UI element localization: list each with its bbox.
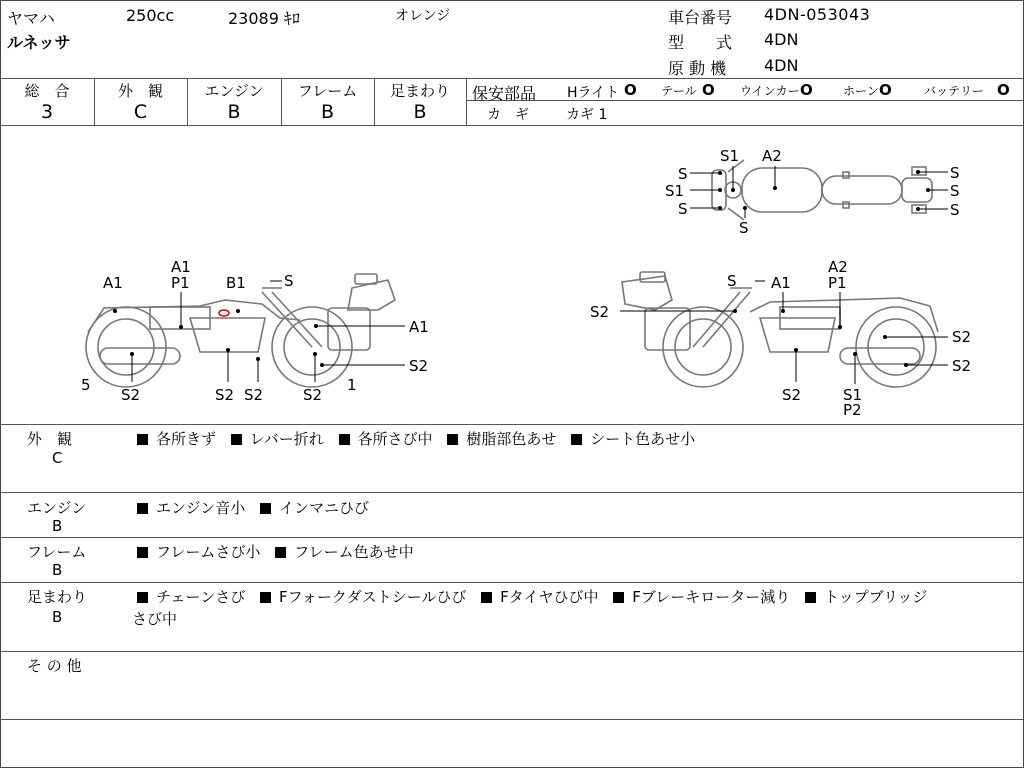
diag-label: A1 xyxy=(171,258,191,276)
key-value: カギ 1 xyxy=(566,107,608,123)
rating-suspension-label: 足まわり xyxy=(389,82,450,100)
diag-label: S xyxy=(739,219,749,237)
note-exterior-grade: C xyxy=(52,449,63,467)
note-suspension-category: 足まわり xyxy=(27,588,88,606)
rating-suspension-value: B xyxy=(413,101,427,123)
rating-engine-value: B xyxy=(227,101,241,123)
rating-total-value: 3 xyxy=(40,101,54,123)
safety-item-horn: ホーン xyxy=(843,84,879,98)
mileage-text: 23089 ｷﾛ xyxy=(228,9,300,28)
diag-label: A2 xyxy=(828,258,848,276)
divider xyxy=(0,719,1023,720)
note-item: トップブリッジ xyxy=(824,588,928,606)
frame-no-label: 車台番号 xyxy=(668,8,733,27)
note-frame-items xyxy=(137,541,414,562)
note-suspension-items xyxy=(137,586,927,607)
note-exterior-items xyxy=(137,428,695,449)
note-suspension-wrap: さび中 xyxy=(132,610,178,628)
divider xyxy=(0,651,1023,652)
model-name: ルネッサ xyxy=(7,33,71,52)
color-text: オレンジ xyxy=(395,8,451,24)
note-item: Fタイヤひび中 xyxy=(500,588,599,606)
divider xyxy=(0,78,1023,79)
rating-frame-label: フレーム xyxy=(297,82,358,100)
bullet-icon xyxy=(137,434,148,445)
diag-label: A1 xyxy=(771,274,791,292)
diag-label: 5 xyxy=(81,376,91,394)
diag-label: A1 xyxy=(103,274,123,292)
diag-label: S2 xyxy=(244,386,264,404)
safety-mark-horn: O xyxy=(879,81,892,99)
diag-label: S2 xyxy=(215,386,235,404)
note-frame-category: フレーム xyxy=(27,543,87,561)
note-exterior-category: 外 観 xyxy=(27,430,73,448)
diag-label: S2 xyxy=(590,303,610,321)
note-item: Fブレーキローター減り xyxy=(632,588,791,606)
safety-item-tail: テール xyxy=(661,84,697,98)
note-item: フレームさび小 xyxy=(156,543,261,561)
safety-mark-tail: O xyxy=(702,81,715,99)
divider xyxy=(466,100,1023,101)
engine-value: 4DN xyxy=(764,56,799,75)
note-item: レバー折れ xyxy=(249,430,324,448)
note-frame-grade: B xyxy=(52,561,63,579)
bullet-icon xyxy=(447,434,458,445)
bullet-icon xyxy=(137,547,148,558)
diag-label: S2 xyxy=(952,328,972,346)
diag-label: S xyxy=(727,272,737,290)
diag-label: S xyxy=(950,201,960,219)
bullet-icon xyxy=(481,592,492,603)
note-item: Fフォークダストシールひび xyxy=(279,588,467,606)
divider xyxy=(0,537,1023,538)
frame-no-value: 4DN-053043 xyxy=(764,5,871,24)
diag-label: 1 xyxy=(347,376,357,394)
rating-total-label: 総 合 xyxy=(24,82,70,100)
diag-label: S2 xyxy=(303,386,323,404)
divider xyxy=(0,424,1023,425)
bullet-icon xyxy=(339,434,350,445)
diag-label: P1 xyxy=(171,274,190,292)
bullet-icon xyxy=(613,592,624,603)
diag-label: S xyxy=(678,165,688,183)
bullet-icon xyxy=(275,547,286,558)
note-engine-grade: B xyxy=(52,517,63,535)
note-item: チェーンさび xyxy=(156,588,246,606)
diag-label: B1 xyxy=(226,274,246,292)
diag-label: P2 xyxy=(843,401,862,419)
key-label: カ ギ xyxy=(487,107,529,123)
diag-label: S2 xyxy=(121,386,141,404)
note-item: エンジン音小 xyxy=(156,499,246,517)
bullet-icon xyxy=(260,503,271,514)
diag-label: S2 xyxy=(409,357,429,375)
safety-mark-battery: O xyxy=(997,81,1010,99)
diag-label: P1 xyxy=(828,274,847,292)
safety-item-battery: バッテリー xyxy=(924,84,985,98)
displacement-text: 250cc xyxy=(126,6,175,25)
diag-label: S2 xyxy=(782,386,802,404)
diag-label: S xyxy=(950,164,960,182)
safety-item-headlight: Hライト xyxy=(567,85,620,101)
bullet-icon xyxy=(805,592,816,603)
diag-label: S1 xyxy=(665,182,685,200)
note-item: 樹脂部色あせ xyxy=(466,430,557,448)
damage-mark-red xyxy=(219,310,229,316)
maker-text: ヤマハ xyxy=(7,9,55,28)
divider xyxy=(466,78,467,125)
diag-label: S2 xyxy=(952,357,972,375)
safety-label: 保安部品 xyxy=(472,84,537,103)
note-item: シート色あせ小 xyxy=(590,430,696,448)
diag-label: S1 xyxy=(843,386,863,404)
safety-mark-headlight: O xyxy=(624,81,637,99)
diag-label: S xyxy=(950,182,960,200)
bullet-icon xyxy=(137,592,148,603)
note-engine-category: エンジン xyxy=(27,499,87,517)
safety-mark-winker: O xyxy=(800,81,813,99)
type-value: 4DN xyxy=(764,30,799,49)
note-item: フレーム色あせ中 xyxy=(294,543,414,561)
engine-label: 原 動 機 xyxy=(668,59,727,78)
diag-label: A1 xyxy=(409,318,429,336)
rating-frame-value: B xyxy=(320,101,335,123)
rating-exterior-label: 外 観 xyxy=(117,82,163,100)
note-item: インマニひび xyxy=(279,499,370,517)
diag-label: A2 xyxy=(762,147,782,165)
note-item: 各所さび中 xyxy=(357,430,433,448)
diag-label: S xyxy=(678,200,688,218)
divider xyxy=(0,582,1023,583)
rating-exterior-value: C xyxy=(133,101,148,123)
bullet-icon xyxy=(137,503,148,514)
type-label: 型 式 xyxy=(668,33,733,52)
diag-label: S xyxy=(284,272,294,290)
damage-diagram xyxy=(0,126,1024,424)
note-other-category: そ の 他 xyxy=(27,657,82,675)
rating-engine-label: エンジン xyxy=(204,82,264,100)
safety-item-winker: ウインカー xyxy=(740,84,800,98)
note-engine-items xyxy=(137,497,369,518)
note-suspension-grade: B xyxy=(52,608,63,626)
note-item: 各所きず xyxy=(156,430,217,448)
bullet-icon xyxy=(231,434,242,445)
bullet-icon xyxy=(571,434,582,445)
diag-label: S1 xyxy=(720,147,740,165)
divider xyxy=(0,492,1023,493)
bullet-icon xyxy=(260,592,271,603)
